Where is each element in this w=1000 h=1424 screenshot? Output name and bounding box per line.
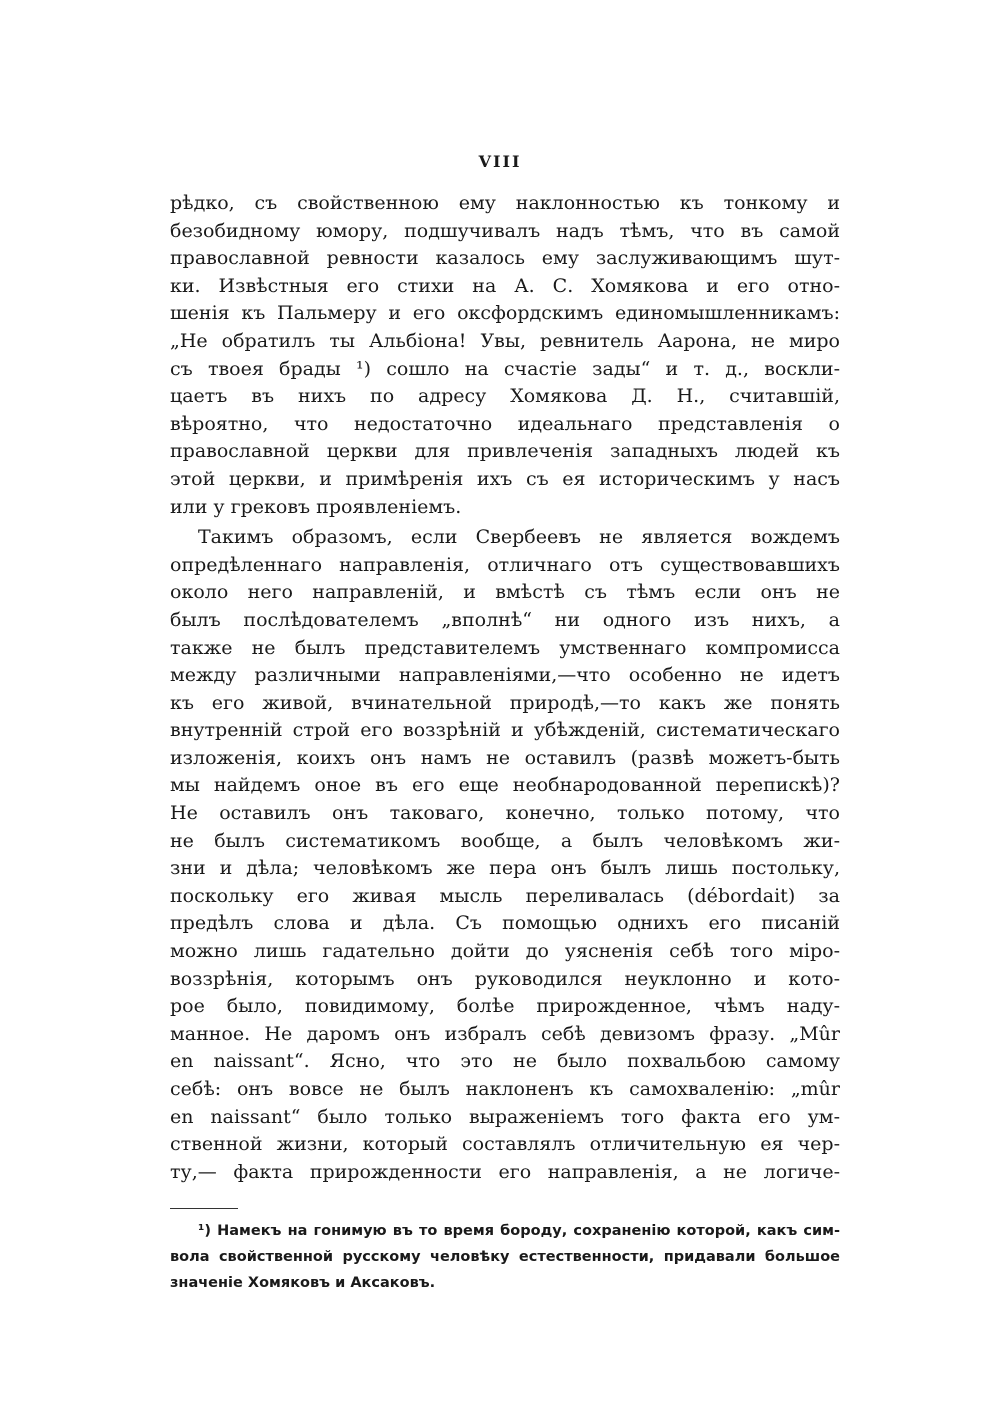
text-line: внутренній строй его воззрѣній и убѣжденій, систематическаго <box>170 719 840 742</box>
body-text <box>170 190 840 1186</box>
paragraph-2 <box>170 524 840 1186</box>
text-line: съ твоея брады ¹) сошло на счастіе зады“ и т. д., воскли- <box>170 357 840 380</box>
page-number: VIII <box>478 152 522 171</box>
text-line: около него направленій, и вмѣстѣ съ тѣмъ если онъ не <box>170 581 840 604</box>
text-line: православной ревности казалось ему заслуживающимъ шут- <box>170 247 840 270</box>
text-line: рѣдко, съ свойственною ему наклонностью къ тонкому и <box>170 192 840 214</box>
text-line: опредѣленнаго направленія, отличнаго отъ существовавшихъ <box>170 553 840 576</box>
text-line: поскольку его живая мысль переливалась (débordait) за <box>170 884 840 907</box>
text-line: манное. Не даромъ онъ избралъ себѣ девизомъ фразу. „Mûr <box>170 1022 840 1045</box>
text-line: также не былъ представителемъ умственнаго компромисса <box>170 636 840 659</box>
text-line: зни и дѣла; человѣкомъ же пера онъ былъ лишь постольку, <box>170 857 840 880</box>
text-line: рое было, повидимому, болѣе прирожденное, чѣмъ наду- <box>170 995 840 1018</box>
text-line: ки. Извѣстныя его стихи на А. С. Хомякова и его отно- <box>170 274 840 297</box>
text-line: воззрѣнія, которымъ онъ руководился неуклонно и кото- <box>170 967 840 990</box>
paragraph-1 <box>170 190 840 521</box>
text-line: можно лишь гадательно дойти до уясненія себѣ того міро- <box>170 940 840 963</box>
footnote-line: вола свойственной русскому человѣку естественности, придавали большое <box>170 1249 840 1265</box>
footnote-line: ¹) Намекъ на гонимую въ то время бороду, сохраненію которой, какъ сим- <box>198 1223 840 1239</box>
text-line: или у грековъ проявленіемъ. <box>170 495 462 518</box>
text-line: между различными направленіями,—что особенно не идетъ <box>170 664 840 687</box>
text-line: къ его живой, вчинательной природѣ,—то какъ же понять <box>170 691 840 714</box>
text-line: изложенія, коихъ онъ намъ не оставилъ (развѣ можетъ-быть <box>170 746 840 769</box>
text-line: вѣроятно, что недостаточно идеальнаго представленія о <box>170 412 840 435</box>
text-line: себѣ: онъ вовсе не былъ наклоненъ къ самохваленію: „mûr <box>170 1078 840 1100</box>
text-line: ту,— факта прирожденности его направленія, а не логиче- <box>170 1160 840 1183</box>
text-line: en naissant“. Ясно, что это не было похвальбою самому <box>170 1050 840 1073</box>
text-line: былъ послѣдователемъ „вполнѣ“ ни одного изъ нихъ, а <box>170 608 840 631</box>
text-line: шенія къ Пальмеру и его оксфордскимъ единомышленникамъ: <box>170 302 840 325</box>
text-line: православной церкви для привлеченія западныхъ людей къ <box>170 440 840 463</box>
text-line: этой церкви, и примѣренія ихъ съ ея историческимъ у насъ <box>170 467 840 490</box>
footnote <box>170 1218 840 1296</box>
footnote-divider <box>170 1208 238 1209</box>
text-line: „Не обратилъ ты Альбіона! Увы, ревнитель Аарона, не миро <box>170 329 840 352</box>
text-line: безобидному юмору, подшучивалъ надъ тѣмъ, что въ самой <box>170 219 840 242</box>
text-line: ственной жизни, который составлялъ отличительную ея чер- <box>170 1133 840 1156</box>
text-line: Такимъ образомъ, если Свербеевъ не является вождемъ <box>198 526 840 549</box>
text-line: предѣлъ слова и дѣла. Съ помощью однихъ его писаній <box>170 912 840 935</box>
text-line: Не оставилъ онъ таковаго, конечно, только потому, что <box>170 802 840 825</box>
text-line: не былъ систематикомъ вообще, а былъ человѣкомъ жи- <box>170 829 840 852</box>
text-line: цаетъ въ нихъ по адресу Хомякова Д. Н., считавшій, <box>170 385 840 408</box>
text-line: en naissant“ было только выраженіемъ того факта его ум- <box>170 1105 840 1128</box>
text-line: мы найдемъ оное въ его еще необнародованной перепискѣ)? <box>170 774 840 797</box>
footnote-line: значеніе Хомяковъ и Аксаковъ. <box>170 1275 436 1291</box>
